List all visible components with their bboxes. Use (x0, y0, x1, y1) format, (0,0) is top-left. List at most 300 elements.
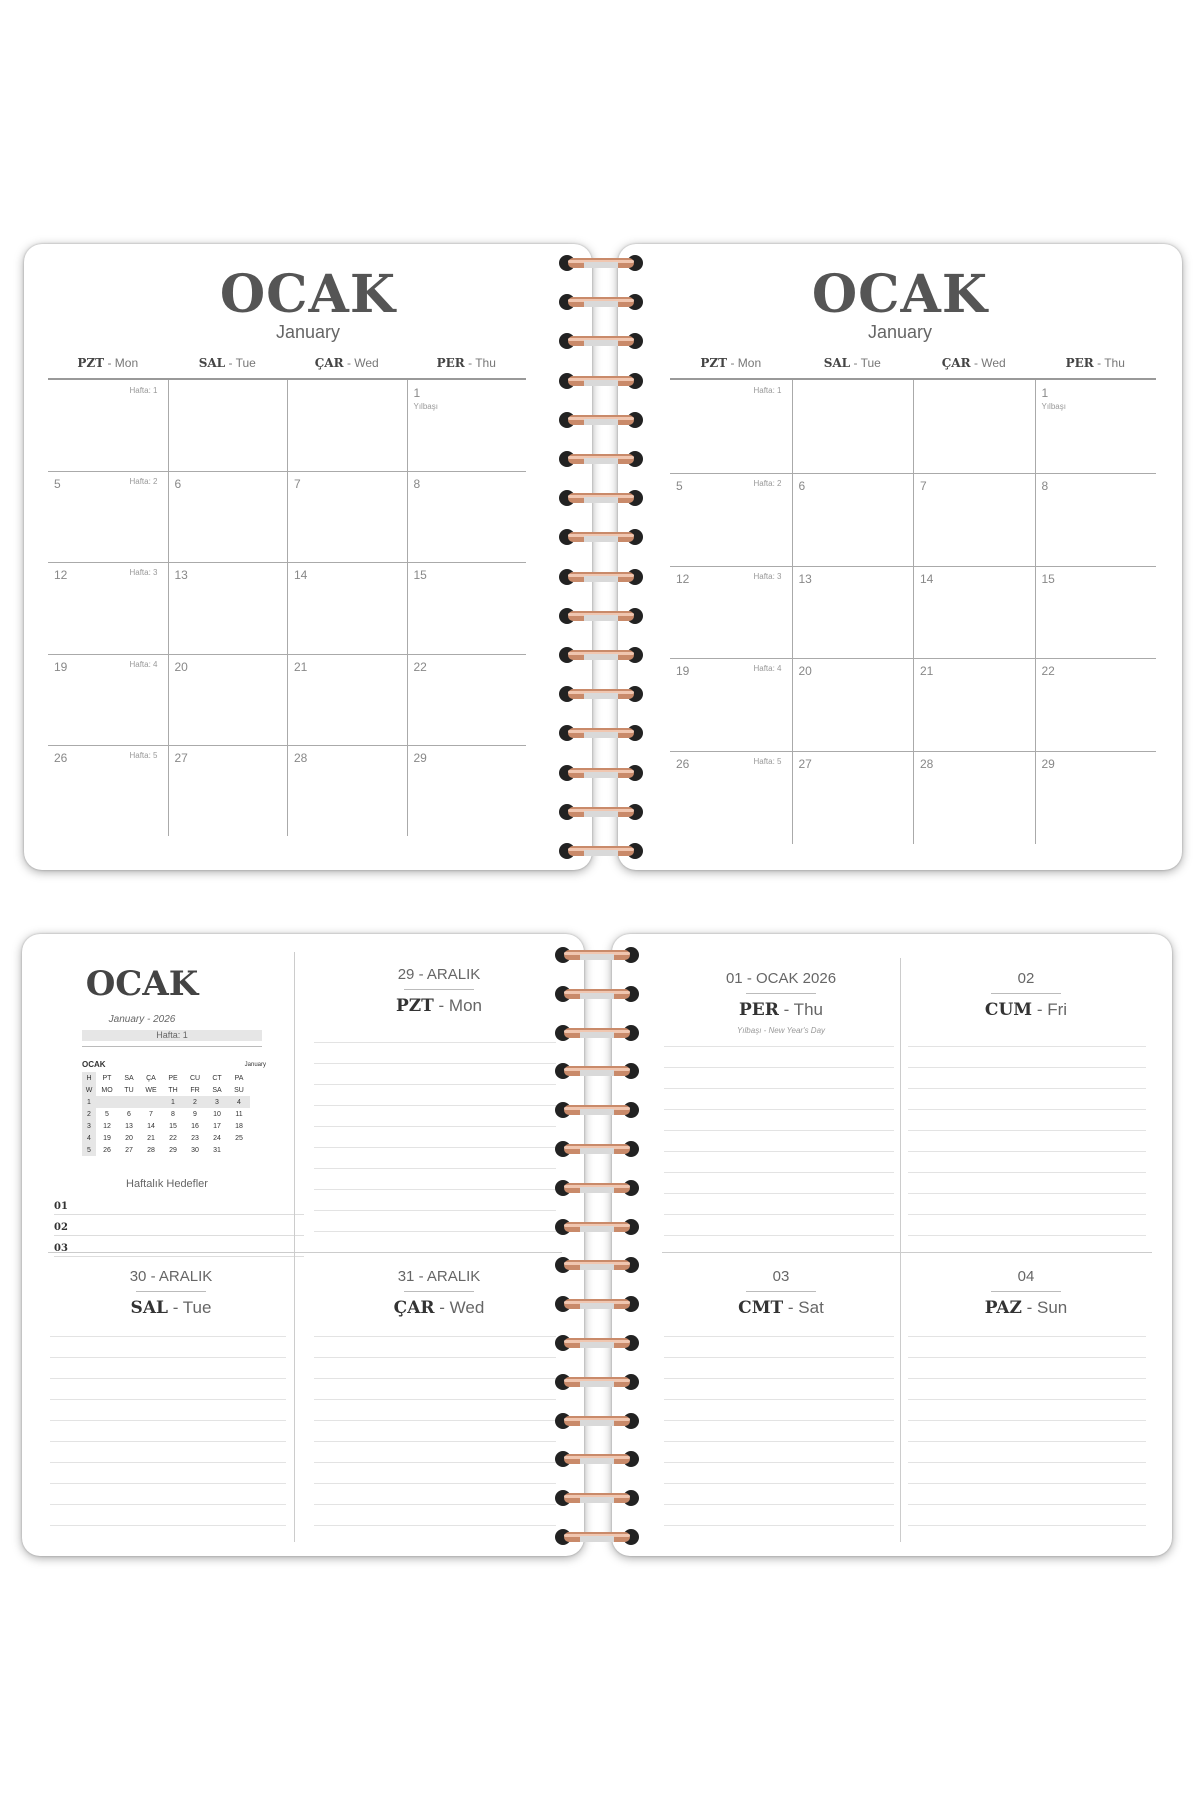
ruled-line (908, 1088, 1146, 1089)
ruled-line (314, 1042, 556, 1043)
ruled-line (314, 1168, 556, 1169)
month-subtitle: January (867, 322, 933, 342)
day-cell[interactable] (48, 745, 168, 836)
week-row (48, 380, 526, 472)
mini-calendar-cell: 3 (82, 1120, 96, 1132)
day-number: 12 (54, 568, 68, 583)
day-number: 14 (294, 568, 308, 583)
day-cell[interactable] (1035, 751, 1158, 844)
mini-calendar-cell: H (82, 1072, 96, 1084)
ruled-line (664, 1172, 894, 1173)
mini-calendar-cell: 13 (125, 1122, 133, 1130)
mini-calendar-cell: 14 (147, 1122, 155, 1130)
mini-calendar-grid (82, 1072, 250, 1156)
mini-calendar-row (82, 1108, 250, 1120)
week-number: Hafta: 2 (753, 478, 782, 488)
week-row (48, 562, 526, 654)
ruled-line (908, 1151, 1146, 1152)
day-cell[interactable] (1035, 380, 1158, 473)
mini-calendar-cell: 2 (82, 1108, 96, 1120)
mini-calendar-cell: 20 (125, 1134, 133, 1142)
mini-calendar (82, 1060, 272, 1160)
row-divider (48, 1252, 562, 1253)
day-cell[interactable] (48, 380, 168, 471)
day-number: 1 (413, 386, 421, 400)
day-cell[interactable] (1035, 658, 1158, 751)
weekday-header (48, 356, 526, 380)
mini-calendar-cell: 18 (235, 1122, 243, 1130)
goal-line[interactable]: 01 (54, 1196, 304, 1215)
day-lines-thu[interactable] (664, 1046, 894, 1256)
ruled-line (314, 1504, 556, 1505)
mini-calendar-cell: PE (168, 1074, 178, 1082)
spiral-ring (556, 409, 646, 431)
mini-calendar-cell: 26 (103, 1146, 111, 1154)
mini-calendar-cell: 12 (103, 1122, 111, 1130)
day-header-wed (294, 1268, 584, 1318)
mini-calendar-cell: 25 (235, 1134, 243, 1142)
ruled-line (908, 1357, 1146, 1358)
day-number: 27 (798, 757, 812, 772)
ruled-line (664, 1088, 894, 1089)
ruled-line (908, 1441, 1146, 1442)
day-cell[interactable] (168, 380, 289, 471)
day-cell[interactable] (792, 473, 915, 566)
mini-calendar-row (82, 1120, 250, 1132)
ruled-line (908, 1193, 1146, 1194)
mini-calendar-row (82, 1084, 250, 1096)
spiral-ring (556, 722, 646, 744)
holiday-note: Yılbaşı (413, 402, 438, 411)
day-cell[interactable] (913, 380, 1036, 473)
ruled-line (664, 1130, 894, 1131)
ruled-line (50, 1441, 286, 1442)
ruled-line (664, 1399, 894, 1400)
day-cell[interactable] (287, 745, 408, 836)
day-header-mon (294, 966, 584, 1016)
mini-calendar-cell: 8 (171, 1110, 175, 1118)
day-name: PAZ - Sun (984, 1298, 1068, 1318)
mini-calendar-cell: FR (190, 1086, 200, 1094)
spiral-binding-top (556, 252, 646, 862)
month-title: OCAK (811, 264, 989, 325)
ruled-line (908, 1462, 1146, 1463)
mini-calendar-cell: 23 (191, 1134, 199, 1142)
day-header-sun (900, 1268, 1152, 1318)
spiral-ring (552, 1293, 642, 1315)
ruled-line (908, 1399, 1146, 1400)
day-header-fri (900, 970, 1152, 1020)
monthly-left-page (24, 244, 592, 870)
spiral-ring (556, 370, 646, 392)
weekly-right-page (612, 934, 1172, 1556)
ruled-line (50, 1462, 286, 1463)
ruled-line (908, 1214, 1146, 1215)
ruled-line (314, 1462, 556, 1463)
holiday-note: Yılbaşı - New Year's Day (736, 1026, 826, 1035)
day-number: 12 (676, 571, 690, 586)
mini-calendar-cell: 7 (149, 1110, 153, 1118)
month-grid (48, 356, 526, 836)
ruled-line (908, 1483, 1146, 1484)
day-number: 5 (54, 477, 61, 492)
day-cell[interactable] (168, 562, 289, 653)
day-cell[interactable] (48, 471, 168, 562)
ruled-line (314, 1525, 556, 1526)
weekly-month-title: OCAK (85, 964, 199, 1004)
mini-calendar-cell: 5 (82, 1144, 96, 1156)
day-number: 19 (54, 659, 68, 674)
day-lines-wed[interactable] (314, 1336, 556, 1546)
mini-calendar-cell: 30 (191, 1146, 199, 1154)
day-number: 20 (174, 659, 188, 674)
ruled-line (50, 1483, 286, 1484)
day-lines-mon[interactable] (314, 1042, 556, 1252)
day-cell[interactable] (913, 473, 1036, 566)
ruled-line (314, 1063, 556, 1064)
mini-calendar-cell: 4 (228, 1096, 250, 1108)
spiral-binding-bottom (552, 944, 642, 1548)
ruled-line (664, 1067, 894, 1068)
mini-calendar-cell: 16 (191, 1122, 199, 1130)
day-lines-sun[interactable] (908, 1336, 1146, 1546)
mini-calendar-cell: TH (168, 1086, 178, 1094)
divider (404, 1291, 474, 1292)
spiral-ring (552, 1332, 642, 1354)
ruled-line (314, 1147, 556, 1148)
week-number: Hafta: 3 (129, 568, 158, 578)
day-cell[interactable] (792, 380, 915, 473)
day-cell[interactable] (287, 380, 408, 471)
spiral-ring (552, 1487, 642, 1509)
day-cell[interactable] (670, 566, 792, 659)
day-number: 14 (920, 571, 934, 586)
week-row (48, 654, 526, 746)
day-date: 04 (1017, 1268, 1035, 1285)
spiral-ring (552, 1216, 642, 1238)
ruled-line (664, 1525, 894, 1526)
ruled-line (664, 1109, 894, 1110)
spiral-ring (556, 605, 646, 627)
mini-calendar-cell: 24 (213, 1134, 221, 1142)
mini-calendar-cell: 21 (147, 1134, 155, 1142)
day-cell[interactable] (670, 658, 792, 751)
day-name: PZT - Mon (395, 996, 483, 1016)
mini-calendar-cell (96, 1096, 118, 1108)
ruled-line (664, 1214, 894, 1215)
mini-calendar-cell: 28 (147, 1146, 155, 1154)
mini-calendar-cell: 29 (169, 1146, 177, 1154)
day-number: 5 (676, 478, 683, 493)
ruled-line (908, 1336, 1146, 1337)
ruled-line (908, 1504, 1146, 1505)
mini-calendar-cell: WE (145, 1086, 157, 1094)
day-cell[interactable] (913, 751, 1036, 844)
mini-calendar-cell: SA (212, 1086, 222, 1094)
ruled-line (908, 1172, 1146, 1173)
day-cell[interactable] (287, 654, 408, 745)
weekday-mon: PZT - Mon (700, 356, 762, 370)
spiral-ring (556, 683, 646, 705)
ruled-line (664, 1504, 894, 1505)
ruled-line (664, 1357, 894, 1358)
column-divider (294, 952, 295, 1542)
day-cell[interactable] (670, 473, 792, 566)
week-number: Hafta: 1 (753, 386, 782, 395)
spiral-ring (556, 487, 646, 509)
day-date: 02 (1017, 970, 1035, 987)
spiral-ring (552, 1022, 642, 1044)
ruled-line (314, 1441, 556, 1442)
holiday-note: Yılbaşı (1041, 402, 1066, 411)
goal-line[interactable]: 02 (54, 1217, 304, 1236)
day-number: 29 (413, 750, 427, 765)
day-cell[interactable] (407, 654, 528, 745)
day-cell[interactable] (1035, 473, 1158, 566)
week-row (670, 566, 1156, 660)
mini-calendar-cell: 17 (213, 1122, 221, 1130)
ruled-line (314, 1210, 556, 1211)
mini-calendar-cell: 1 (82, 1096, 96, 1108)
day-cell[interactable] (48, 654, 168, 745)
day-cell[interactable] (407, 380, 528, 471)
day-number: 26 (676, 757, 690, 772)
weekday-thu: PER - Thu (1065, 356, 1125, 370)
month-title: OCAK (219, 264, 397, 325)
day-cell[interactable] (287, 471, 408, 562)
week-row (48, 745, 526, 836)
spiral-ring (556, 448, 646, 470)
week-number-bar: Hafta: 1 (82, 1030, 262, 1041)
day-date: 31 - ARALIK (397, 1268, 481, 1285)
day-date: 03 (772, 1268, 790, 1285)
ruled-line (664, 1046, 894, 1047)
spiral-ring (552, 1138, 642, 1160)
monthly-right-page (618, 244, 1182, 870)
day-cell[interactable] (168, 654, 289, 745)
day-cell[interactable] (407, 471, 528, 562)
spiral-ring (556, 762, 646, 784)
week-number: Hafta: 4 (129, 659, 158, 669)
mini-calendar-cell: 27 (125, 1146, 133, 1154)
ruled-line (314, 1126, 556, 1127)
day-name: ÇAR - Wed (393, 1298, 485, 1318)
day-cell[interactable] (407, 745, 528, 836)
day-cell[interactable] (913, 658, 1036, 751)
ruled-line (50, 1399, 286, 1400)
divider (746, 1291, 816, 1292)
weekly-month-subtitle: January - 2026 (108, 1014, 176, 1025)
mini-calendar-cell: 4 (82, 1132, 96, 1144)
ruled-line (314, 1399, 556, 1400)
spiral-ring (552, 944, 642, 966)
day-number: 29 (1041, 757, 1055, 772)
week-number: Hafta: 1 (129, 386, 158, 395)
mini-calendar-cell: TU (124, 1086, 134, 1094)
day-lines-fri[interactable] (908, 1046, 1146, 1256)
ruled-line (664, 1441, 894, 1442)
weekday-wed: ÇAR - Wed (941, 356, 1006, 370)
week-row (670, 473, 1156, 567)
weekday-header (670, 356, 1156, 380)
ruled-line (908, 1130, 1146, 1131)
day-cell[interactable] (48, 562, 168, 653)
week-number: Hafta: 2 (129, 477, 158, 487)
day-date: 01 - OCAK 2026 (725, 970, 837, 987)
week-number: Hafta: 5 (129, 750, 158, 760)
day-number: 28 (294, 750, 308, 765)
mini-calendar-cell: W (82, 1084, 96, 1096)
week-number: Hafta: 4 (753, 664, 782, 674)
day-cell[interactable] (792, 566, 915, 659)
week-row (670, 658, 1156, 752)
mini-calendar-cell: 10 (213, 1110, 221, 1118)
spiral-ring (552, 1448, 642, 1470)
day-number: 13 (174, 568, 188, 583)
spiral-ring (552, 1060, 642, 1082)
ruled-line (314, 1105, 556, 1106)
ruled-line (908, 1067, 1146, 1068)
spiral-ring (556, 291, 646, 313)
week-row (48, 471, 526, 563)
day-cell[interactable] (287, 562, 408, 653)
ruled-line (314, 1483, 556, 1484)
mini-calendar-cell: 1 (162, 1096, 184, 1108)
mini-calendar-cell: 2 (184, 1096, 206, 1108)
divider (136, 1291, 206, 1292)
day-header-tue (48, 1268, 294, 1318)
mini-calendar-title-en: January (244, 1062, 266, 1068)
weekday-tue: SAL - Tue (823, 356, 881, 370)
day-cell[interactable] (670, 751, 792, 844)
day-name: CMT - Sat (738, 1298, 824, 1318)
day-number: 1 (1041, 386, 1049, 400)
day-number: 7 (294, 477, 301, 492)
spiral-ring (556, 526, 646, 548)
day-cell[interactable] (792, 751, 915, 844)
mini-calendar-row (82, 1144, 250, 1156)
ruled-line (50, 1504, 286, 1505)
ruled-line (314, 1357, 556, 1358)
divider (746, 993, 816, 994)
ruled-line (664, 1483, 894, 1484)
ruled-line (664, 1151, 894, 1152)
ruled-line (50, 1378, 286, 1379)
spiral-ring (552, 1254, 642, 1276)
mini-calendar-cell: SA (124, 1074, 134, 1082)
day-cell[interactable] (407, 562, 528, 653)
day-number: 28 (920, 757, 934, 772)
goal-line[interactable]: 03 (54, 1238, 304, 1257)
mini-calendar-cell: ÇA (146, 1074, 156, 1082)
column-divider (900, 958, 901, 1542)
spiral-ring (556, 801, 646, 823)
day-cell[interactable] (670, 380, 792, 473)
ruled-line (50, 1357, 286, 1358)
mini-calendar-cell (118, 1096, 140, 1108)
day-header-sat (662, 1268, 900, 1318)
day-name: PER - Thu (739, 1000, 823, 1020)
ruled-line (50, 1525, 286, 1526)
spiral-ring (552, 1371, 642, 1393)
ruled-line (664, 1193, 894, 1194)
mini-calendar-cell (228, 1144, 250, 1156)
ruled-line (314, 1084, 556, 1085)
mini-calendar-cell: CT (212, 1074, 222, 1082)
ruled-line (314, 1420, 556, 1421)
day-number: 6 (798, 478, 806, 493)
mini-calendar-cell: 6 (127, 1110, 131, 1118)
ruled-line (50, 1336, 286, 1337)
week-number: Hafta: 3 (753, 571, 782, 581)
spiral-ring (552, 983, 642, 1005)
mini-calendar-cell: PA (234, 1074, 244, 1082)
mini-calendar-cell: SU (234, 1086, 244, 1094)
spiral-ring (556, 644, 646, 666)
weekday-mon: PZT - Mon (77, 356, 139, 370)
day-lines-sat[interactable] (664, 1336, 894, 1546)
ruled-line (908, 1525, 1146, 1526)
day-lines-tue[interactable] (50, 1336, 286, 1546)
mini-calendar-cell: 15 (169, 1122, 177, 1130)
day-number: 7 (920, 478, 927, 493)
day-date: 30 - ARALIK (129, 1268, 213, 1285)
divider (404, 989, 474, 990)
spiral-ring (556, 566, 646, 588)
ruled-line (664, 1462, 894, 1463)
divider (991, 993, 1061, 994)
ruled-line (314, 1336, 556, 1337)
day-cell[interactable] (168, 745, 289, 836)
mini-calendar-cell: CU (189, 1074, 201, 1082)
day-cell[interactable] (168, 471, 289, 562)
mini-calendar-cell: 9 (193, 1110, 197, 1118)
spiral-ring (556, 330, 646, 352)
ruled-line (664, 1235, 894, 1236)
day-cell[interactable] (913, 566, 1036, 659)
day-number: 21 (920, 664, 934, 679)
day-cell[interactable] (1035, 566, 1158, 659)
day-number: 8 (1041, 478, 1049, 493)
day-number: 19 (676, 664, 690, 679)
spiral-ring (552, 1410, 642, 1432)
week-number: Hafta: 5 (753, 757, 782, 767)
day-date: 29 - ARALIK (397, 966, 481, 983)
ruled-line (908, 1235, 1146, 1236)
divider (82, 1046, 262, 1047)
day-number: 15 (413, 568, 427, 583)
week-row (670, 751, 1156, 844)
mini-calendar-cell: 5 (105, 1110, 109, 1118)
mini-calendar-cell: 22 (169, 1134, 177, 1142)
month-grid (670, 356, 1156, 844)
weekday-wed: ÇAR - Wed (314, 356, 379, 370)
spiral-ring (552, 1526, 642, 1548)
mini-calendar-row (82, 1132, 250, 1144)
day-number: 26 (54, 750, 68, 765)
day-cell[interactable] (792, 658, 915, 751)
divider (991, 1291, 1061, 1292)
spiral-ring (552, 1099, 642, 1121)
mini-calendar-title: OCAK (82, 1060, 106, 1069)
ruled-line (314, 1231, 556, 1232)
month-rows (48, 380, 526, 836)
ruled-line (908, 1109, 1146, 1110)
day-number: 8 (413, 477, 421, 492)
day-number: 21 (294, 659, 308, 674)
ruled-line (314, 1189, 556, 1190)
weekday-thu: PER - Thu (436, 356, 496, 370)
